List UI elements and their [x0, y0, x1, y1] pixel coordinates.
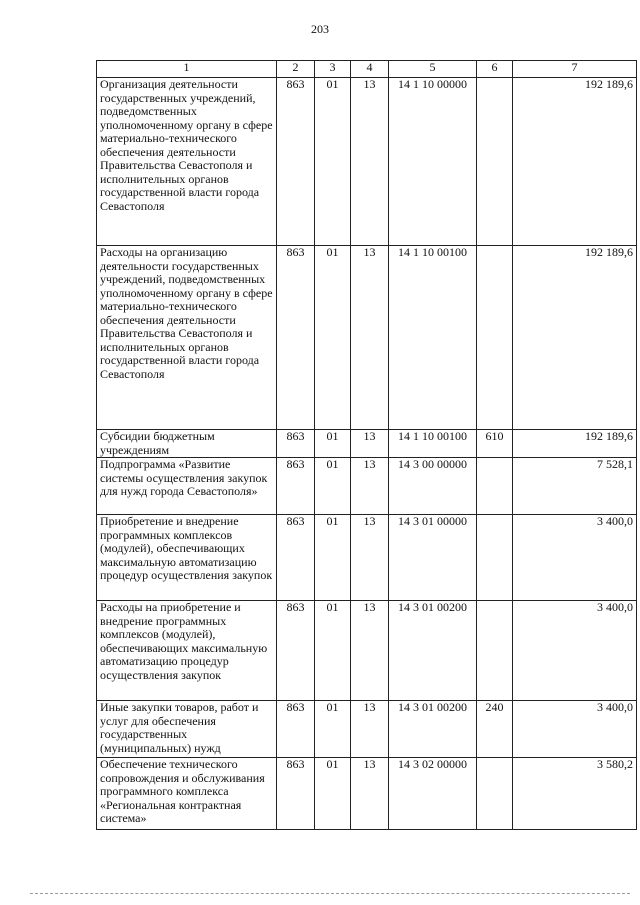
column-header: 1	[97, 61, 277, 78]
row-name: Расходы на приобретение и внедрение программных комплексов (модулей), обеспечивающих максимальную автоматизацию процедур осуществления закупок	[97, 601, 277, 701]
amount: 3 400,0	[513, 701, 637, 758]
ministry-code: 863	[277, 701, 315, 758]
subsection-code: 13	[351, 515, 389, 601]
target-article-code: 14 3 01 00200	[389, 701, 477, 758]
expense-type-code	[477, 458, 513, 515]
column-header: 3	[315, 61, 351, 78]
column-header: 4	[351, 61, 389, 78]
amount: 7 528,1	[513, 458, 637, 515]
page-bottom-rule	[30, 893, 630, 894]
amount: 192 189,6	[513, 78, 637, 246]
table-row	[97, 246, 637, 430]
target-article-code: 14 1 10 00000	[389, 78, 477, 246]
table-row	[97, 515, 637, 601]
expense-type-code	[477, 758, 513, 830]
subsection-code: 13	[351, 458, 389, 515]
table-row	[97, 78, 637, 246]
amount: 3 580,2	[513, 758, 637, 830]
row-name: Приобретение и внедрение программных комплексов (модулей), обеспечивающих максимальную автоматизацию процедур осуществления закупок	[97, 515, 277, 601]
row-name: Расходы на организацию деятельности государственных учреждений, подведомственных уполномоченному органу в сфере материально-технического обеспечения деятельности Правительства Севастополя и исполнительных органов государственной власти города Севастополя	[97, 246, 277, 430]
row-name: Иные закупки товаров, работ и услуг для обеспечения государственных (муниципальных) нужд	[97, 701, 277, 758]
amount: 3 400,0	[513, 515, 637, 601]
section-code: 01	[315, 758, 351, 830]
target-article-code: 14 3 01 00000	[389, 515, 477, 601]
table-header	[97, 61, 637, 78]
section-code: 01	[315, 78, 351, 246]
column-header: 2	[277, 61, 315, 78]
section-code: 01	[315, 601, 351, 701]
ministry-code: 863	[277, 430, 315, 458]
expense-type-code	[477, 601, 513, 701]
expense-type-code	[477, 246, 513, 430]
ministry-code: 863	[277, 246, 315, 430]
section-code: 01	[315, 515, 351, 601]
column-header: 5	[389, 61, 477, 78]
column-header: 7	[513, 61, 637, 78]
header-row	[97, 61, 637, 78]
ministry-code: 863	[277, 758, 315, 830]
table-row	[97, 601, 637, 701]
subsection-code: 13	[351, 78, 389, 246]
amount: 3 400,0	[513, 601, 637, 701]
ministry-code: 863	[277, 458, 315, 515]
section-code: 01	[315, 701, 351, 758]
column-header: 6	[477, 61, 513, 78]
table-row	[97, 758, 637, 830]
table-row	[97, 458, 637, 515]
subsection-code: 13	[351, 701, 389, 758]
row-name: Субсидии бюджетным учреждениям	[97, 430, 277, 458]
subsection-code: 13	[351, 430, 389, 458]
ministry-code: 863	[277, 601, 315, 701]
target-article-code: 14 1 10 00100	[389, 246, 477, 430]
subsection-code: 13	[351, 601, 389, 701]
row-name: Обеспечение технического сопровождения и обслуживания программного комплекса «Региональная контрактная система»	[97, 758, 277, 830]
target-article-code: 14 1 10 00100	[389, 430, 477, 458]
expense-type-code: 240	[477, 701, 513, 758]
subsection-code: 13	[351, 758, 389, 830]
ministry-code: 863	[277, 78, 315, 246]
expense-type-code	[477, 515, 513, 601]
budget-table	[96, 60, 637, 830]
section-code: 01	[315, 430, 351, 458]
target-article-code: 14 3 00 00000	[389, 458, 477, 515]
expense-type-code: 610	[477, 430, 513, 458]
row-name: Организация деятельности государственных учреждений, подведомственных уполномоченному органу в сфере материально-технического обеспечения деятельности Правительства Севастополя и исполнительных органов государственной власти города Севастополя	[97, 78, 277, 246]
section-code: 01	[315, 246, 351, 430]
page-number: 203	[311, 22, 329, 36]
amount: 192 189,6	[513, 246, 637, 430]
expense-type-code	[477, 78, 513, 246]
section-code: 01	[315, 458, 351, 515]
target-article-code: 14 3 02 00000	[389, 758, 477, 830]
table-row	[97, 430, 637, 458]
amount: 192 189,6	[513, 430, 637, 458]
ministry-code: 863	[277, 515, 315, 601]
subsection-code: 13	[351, 246, 389, 430]
row-name: Подпрограмма «Развитие системы осуществления закупок для нужд города Севастополя»	[97, 458, 277, 515]
target-article-code: 14 3 01 00200	[389, 601, 477, 701]
table-body	[97, 78, 637, 830]
table-row	[97, 701, 637, 758]
